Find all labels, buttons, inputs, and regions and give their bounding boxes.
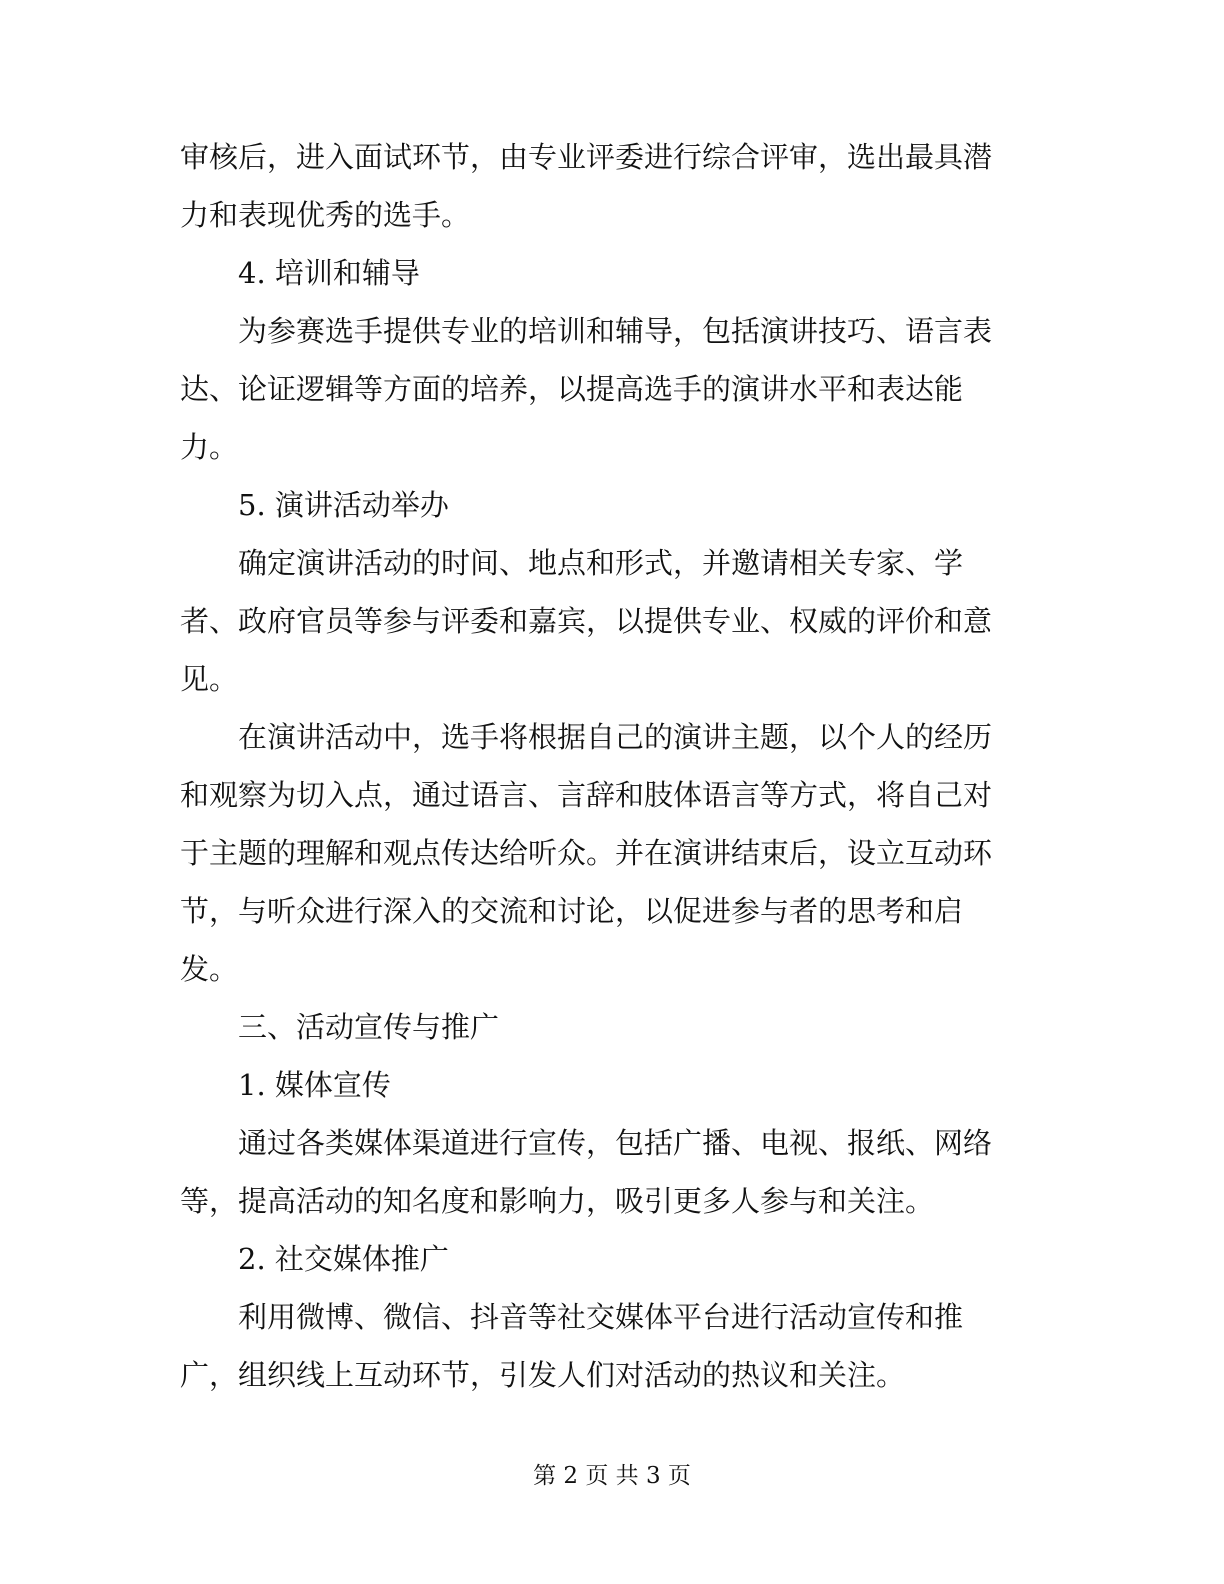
text-line: 广，组织线上互动环节，引发人们对活动的热议和关注。 [180, 1358, 906, 1392]
text-line: 审核后，进入面试环节，由专业评委进行综合评审，选出最具潜 [180, 140, 993, 174]
text-line: 4. 培训和辅导 [238, 256, 420, 290]
text-line: 1. 媒体宣传 [238, 1068, 391, 1102]
text-line: 三、活动宣传与推广 [238, 1010, 500, 1044]
text-line: 为参赛选手提供专业的培训和辅导，包括演讲技巧、语言表 [238, 314, 993, 348]
text-line: 于主题的理解和观点传达给听众。并在演讲结束后，设立互动环 [180, 836, 993, 870]
text-line: 力和表现优秀的选手。 [180, 198, 471, 232]
text-line: 利用微博、微信、抖音等社交媒体平台进行活动宣传和推 [238, 1300, 964, 1334]
text-line: 2. 社交媒体推广 [238, 1242, 449, 1276]
text-line: 5. 演讲活动举办 [238, 488, 449, 522]
text-line: 节，与听众进行深入的交流和讨论，以促进参与者的思考和启 [180, 894, 964, 928]
text-line: 见。 [180, 662, 239, 696]
page-footer: 第 2 页 共 3 页 [533, 1463, 691, 1489]
text-line: 达、论证逻辑等方面的培养，以提高选手的演讲水平和表达能 [180, 372, 964, 406]
document-body [180, 128, 1030, 1404]
text-line: 确定演讲活动的时间、地点和形式，并邀请相关专家、学 [238, 546, 964, 580]
text-line: 通过各类媒体渠道进行宣传，包括广播、电视、报纸、网络 [238, 1126, 993, 1160]
text-line: 等，提高活动的知名度和影响力，吸引更多人参与和关注。 [180, 1184, 935, 1218]
text-line: 和观察为切入点，通过语言、言辞和肢体语言等方式，将自己对 [180, 778, 993, 812]
text-line: 在演讲活动中，选手将根据自己的演讲主题，以个人的经历 [238, 720, 993, 754]
text-line: 力。 [180, 430, 239, 464]
text-line: 者、政府官员等参与评委和嘉宾，以提供专业、权威的评价和意 [180, 604, 993, 638]
text-line: 发。 [180, 952, 239, 986]
